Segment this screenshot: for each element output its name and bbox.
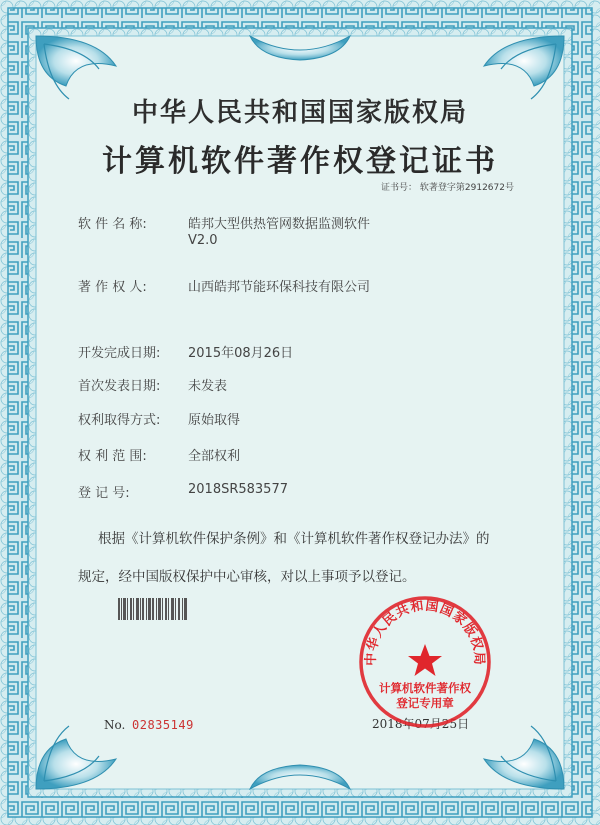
certificate-number-value: 软著登字第2912672号	[419, 183, 514, 193]
owner-value: 山西皓邦节能环保科技有限公司	[188, 280, 371, 295]
seal-center-line-1: 计算机软件著作权	[379, 681, 471, 695]
seal-ring-text: 中华人民共和国国家版权局	[363, 598, 487, 666]
certificate-number	[381, 180, 514, 193]
pub-date-value: 未发表	[188, 379, 228, 394]
software-version-value: V2.0	[188, 233, 218, 248]
statement-line-2: 规定，经中国版权保护中心审核，对以上事项予以登记。	[78, 569, 416, 585]
barcode-icon	[118, 598, 188, 620]
issue-date: 2018年07月25日	[372, 717, 470, 731]
acq-method-value: 原始取得	[188, 413, 241, 428]
statement-line-1: 根据《计算机软件保护条例》和《计算机软件著作权登记办法》的	[98, 531, 490, 547]
reg-no-value: 2018SR583577	[188, 482, 288, 497]
certificate-number-label: 证书号：	[381, 183, 418, 193]
reg-no-label: 登 记 号:	[78, 486, 130, 501]
software-name-value: 皓邦大型供热管网数据监测软件	[188, 217, 371, 232]
scope-value: 全部权利	[188, 449, 241, 464]
registration-statement	[78, 527, 538, 587]
certificate-title: 计算机软件著作权登记证书	[102, 144, 498, 179]
acq-method-label: 权利取得方式:	[78, 413, 161, 428]
owner-label: 著 作 权 人:	[78, 280, 147, 295]
official-seal	[355, 592, 495, 732]
seal-center-line-2: 登记专用章	[396, 696, 454, 710]
serial-number: 02835149	[132, 718, 194, 732]
dev-date-value: 2015年08月26日	[188, 346, 294, 361]
issuer-title: 中华人民共和国国家版权局	[131, 98, 468, 128]
dev-date-label: 开发完成日期:	[78, 346, 161, 361]
pub-date-label: 首次发表日期:	[78, 379, 161, 394]
serial-prefix: No.	[104, 718, 126, 732]
seal-star-icon	[408, 644, 442, 676]
software-name-label: 软 件 名 称:	[78, 217, 147, 232]
scope-label: 权 利 范 围:	[78, 449, 147, 464]
